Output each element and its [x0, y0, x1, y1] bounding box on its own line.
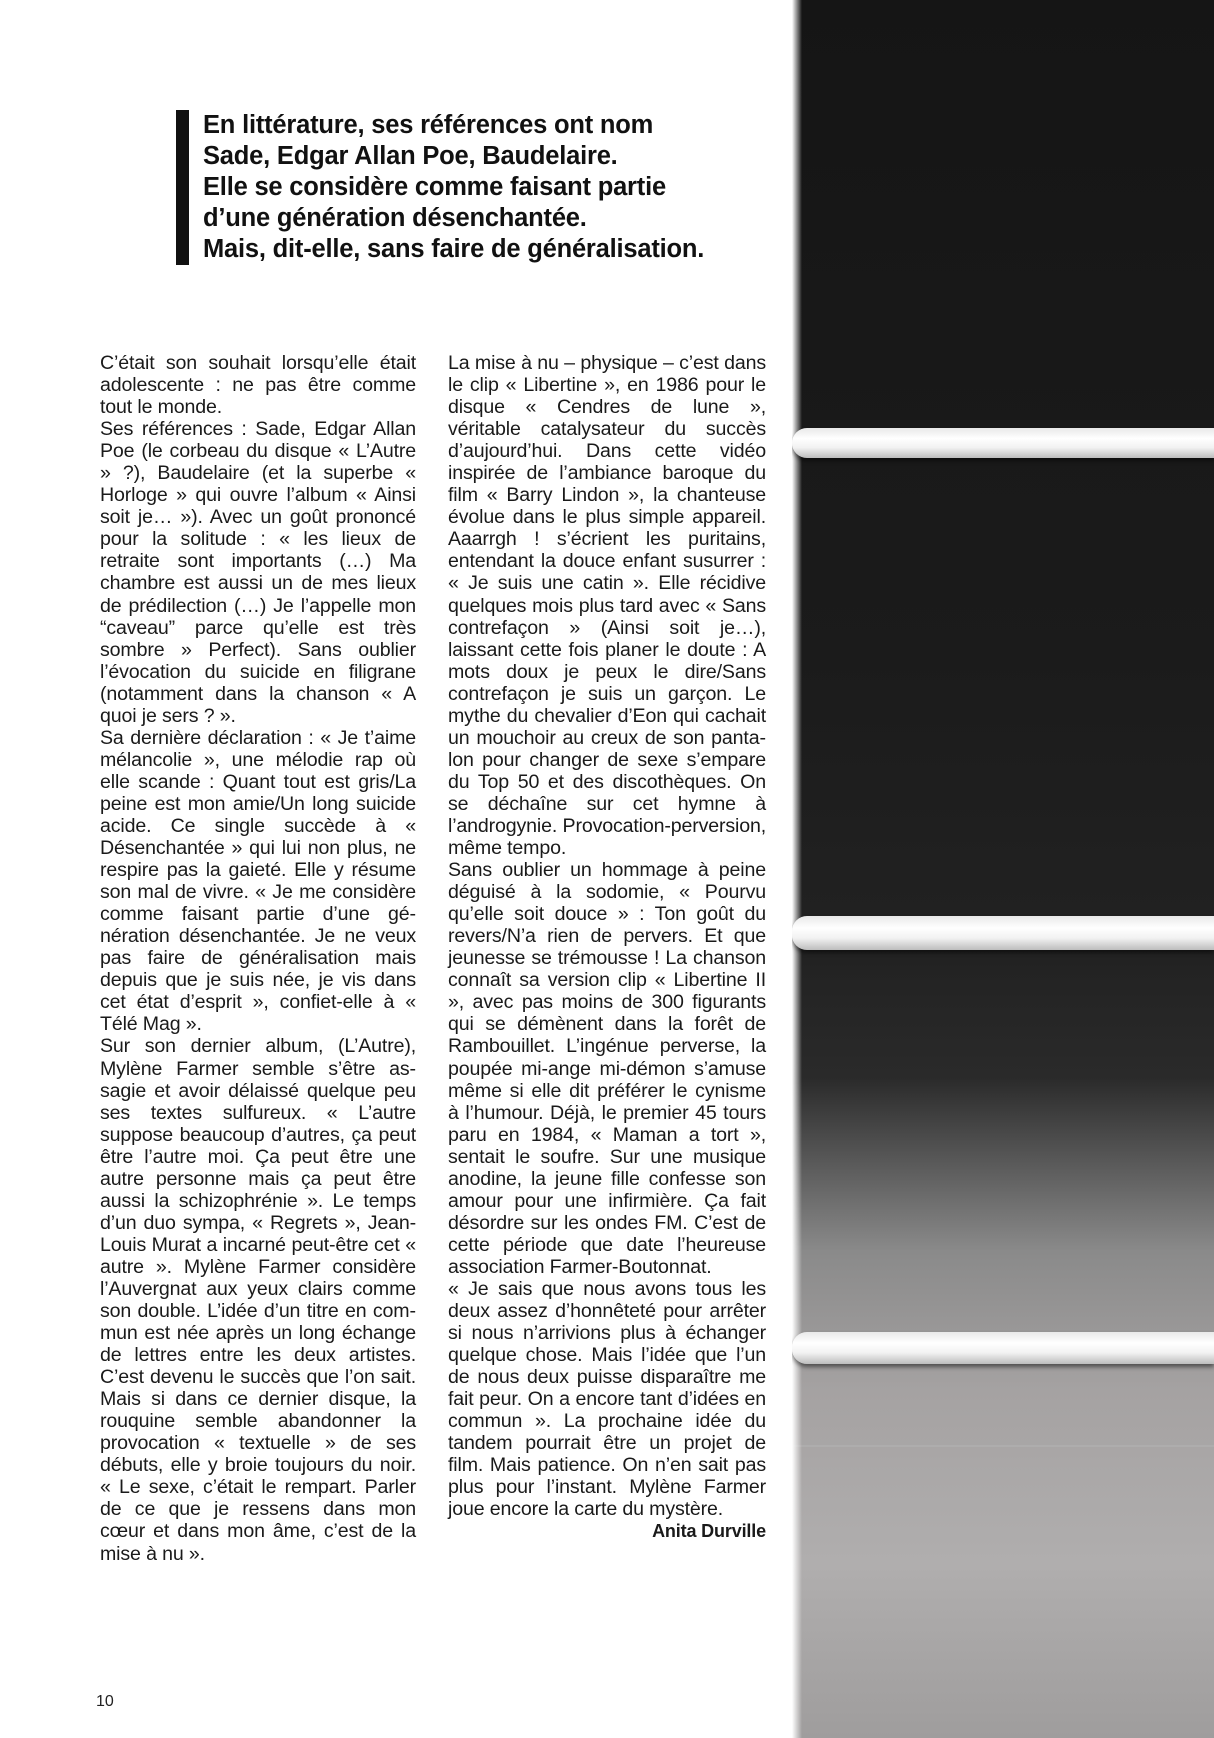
- page-number: 10: [96, 1693, 114, 1710]
- ring-canvas-edge: [792, 1445, 1214, 1447]
- article-column-right: [448, 352, 766, 1543]
- paragraph: Sans oublier un hommage à peine déguisé à la sodomie, « Pourvu qu’elle soit douce » : Ton goût du revers/N’a rien de pervers. Et que jeunesse se trémousse ! La chanson connaît sa version clip « Libertine II », avec pas moins de 300 figurants qui se démènent dans la forêt de Rambouillet. L’ingénue perverse, la poupée mi-ange mi-démon s’amuse même si elle dit préférer le cynisme à l’humour. Déjà, le premier 45 tours paru en 1984, « Maman a tort », sentait le soufre. Sur une musique anodine, la jeune fille confesse son amour pour une infirmière. Ça fait désordre sur les ondes FM. C’est de cette période que date l’heureuse association Farmer-Boutonnat.: [448, 859, 766, 1278]
- paragraph: C’était son souhait lorsqu’elle était adolescente : ne pas être comme tout le monde.: [100, 352, 416, 419]
- boxing-ring-photo: [792, 0, 1214, 1738]
- paragraph: Sa dernière déclaration : « Je t’aime mélancolie », une mélodie rap où elle scande : Quant tout est gris/La peine est mon amie/Un long suicide acide. Ce single succède à « Désenchantée » qui lui non plus, ne respire pas la gaieté. Elle y résume son mal de vivre. « Je me considère comme faisant partie d’une génération désenchantée. Je ne veux pas faire de généralisation mais depuis que je suis née, je vis dans cet état d’esprit », confiet-elle à « Télé Mag ».: [100, 726, 416, 1036]
- author-name: Anita Durville: [652, 1521, 766, 1542]
- ring-rope: [792, 916, 1214, 950]
- pull-quote: [176, 110, 813, 265]
- article-column-left: [100, 352, 416, 1565]
- ring-rope: [792, 1332, 1214, 1364]
- ring-rope: [792, 428, 1214, 458]
- paragraph: Ses références : Sade, Edgar Allan Poe (le corbeau du disque « L’Autre » ?), Baudelaire (et la superbe « Horloge » qui ouvre l’album « Ainsi soit je… »). Avec un goût prononcé pour la solitude : « les lieux de retraite sont importants (…) Ma chambre est aussi un de mes lieux de prédilection (…) Je l’appelle mon “caveau” parce qu’elle est très sombre » Perfect). Sans oublier l’évocation du suicide en filigrane (notamment dans la chanson « A quoi je sers ? ».: [100, 418, 416, 727]
- paragraph: « Je sais que nous avons tous les deux assez d’honnêteté pour arrêter si nous n’arrivions plus à échanger quelque chose. Mais l’idée que l’un de nous deux puisse disparaître me fait peur. On a encore tant d’idées en commun ». La prochaine idée du tandem pourrait être un projet de film. Mais patience. On n’en sait pas plus pour l’instant. Mylène Farmer joue encore la carte du mystère.: [448, 1277, 766, 1521]
- paragraph: La mise à nu – physique – c’est dans le clip « Libertine », en 1986 pour le disque « Cendres de lune », véritable catalysateur du succès d’aujourd’hui. Dans cette vidéo inspirée de l’ambiance baroque du film « Barry Lindon », la chanteuse évolue dans le plus simple appareil. Aaarrgh ! s’écrient les puritains, entendant la douce enfant susurrer : « Je suis une catin ». Elle récidive quelques mois plus tard avec « Sans contrefaçon » (Ainsi soit je…), laissant cette fois planer le doute : A mots doux je peux le dire/Sans contrefaçon je suis un garçon. Le mythe du chevalier d’Eon qui cachait un mouchoir au creux de son pantalon pour changer de sexe s’empare du Top 50 et des discothèques. On se déchaîne sur cet hymne à l’androgynie. Provocation-perversion, même tempo.: [448, 352, 766, 860]
- paragraph: Sur son dernier album, (L’Autre), Mylène Farmer semble s’être assagie et avoir délaissé quelque peu ses textes sulfureux. « L’autre suppose beaucoup d’autres, ça peut être l’autre moi. Ça peut être une autre personne mais ça peut être aussi la schizophrénie ». Le temps d’un duo sympa, « Regrets », Jean-Louis Murat a incarné peut-être cet « autre ». Mylène Farmer considère l’Auvergnat aux yeux clairs comme son double. L’idée d’un titre en commun est née après un long échange de lettres entre les deux artistes. C’est devenu le succès que l’on sait. Mais si dans ce dernier disque, la rouquine semble abandonner la provocation « textuelle » de ses débuts, elle y broie toujours du noir. « Le sexe, c’était le rempart. Parler de ce que je ressens dans mon cœur et dans mon âme, c’est de la mise à nu ».: [100, 1035, 416, 1565]
- byline: [448, 1520, 766, 1542]
- pull-quote-text: En littérature, ses références ont nom Sade, Edgar Allan Poe, Baudelaire. Elle se considère comme faisant partie d’une génération désenchantée. Mais, dit-elle, sans faire de généralisation.: [203, 111, 705, 263]
